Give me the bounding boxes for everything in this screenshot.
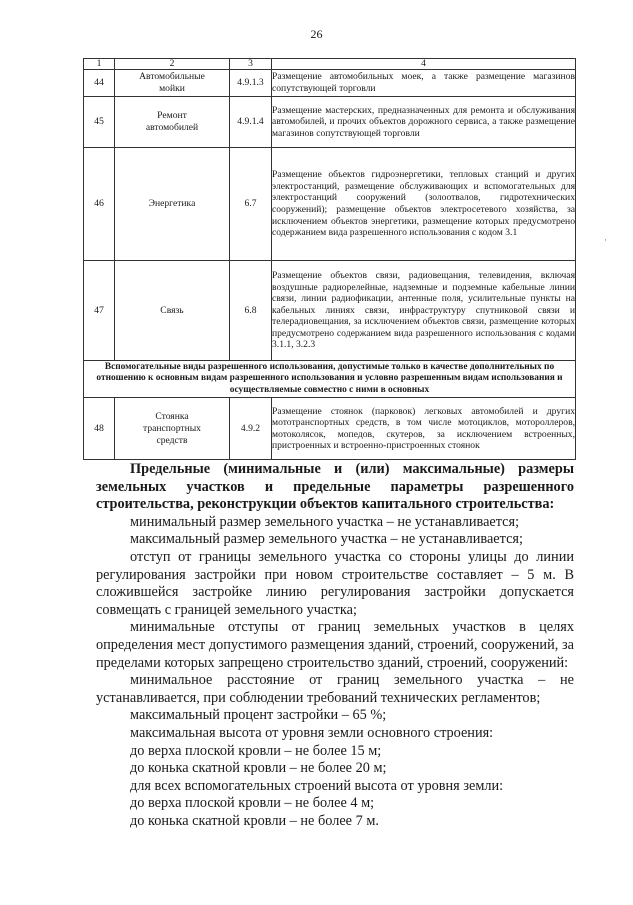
- paragraph: отступ от границы земельного участка со стороны улицы до линии регулирования застройки при новом строительстве составляет – 5 м. В сложившейся застройке линию регулирования застройки допускается совмещать с границей земельного участка;: [96, 548, 574, 618]
- table-row: [84, 398, 576, 460]
- aux-uses-heading: Вспомогательные виды разрешенного использования, допустимые только в качестве дополнительных по отношению к основным видам разрешенного использования и условно разрешенным видам использования и осуществляемые совместно с ними в основных: [84, 361, 576, 398]
- paragraph: минимальный размер земельного участка – не устанавливается;: [130, 513, 520, 530]
- use-code: 4.9.2: [230, 398, 272, 460]
- table-row: [84, 70, 576, 97]
- table-header-row: [84, 59, 576, 70]
- paragraph: до конька скатной кровли – не более 7 м.: [130, 812, 379, 829]
- table-row: [84, 261, 576, 361]
- table-row: [84, 148, 576, 261]
- table-header-cell: 2: [115, 59, 230, 70]
- parameters-section: [96, 461, 574, 830]
- use-name: Связь: [115, 261, 230, 361]
- use-code: 4.9.1.4: [230, 97, 272, 148]
- use-description: Размещение объектов связи, радиовещания, телевидения, включая воздушные радиорелейные, надземные и подземные кабельные линии связи, линии радиофикации, антенные поля, усилительные пункты на кабельных линиях связи, инфраструктуру спутниковой связи и телерадиовещания, за исключением объектов связи, размещение которых предусмотрено содержанием вида разрешенного использования с кодами 3.1.1, 3.2.3: [272, 261, 576, 361]
- paragraph: максимальный размер земельного участка – не устанавливается;: [130, 531, 523, 548]
- table-header-cell: 3: [230, 59, 272, 70]
- table-header-cell: 4: [272, 59, 576, 70]
- paragraph: до конька скатной кровли – не более 20 м;: [130, 760, 387, 777]
- use-description: Размещение стоянок (парковок) легковых автомобилей и других мототранспортных средств, в том числе мотоциклов, мотороллеров, мотоколясок, мопедов, скутеров, за исключением встроенных, пристроенных и встроенно-пристроенных стоянок: [272, 398, 576, 460]
- row-number: 46: [84, 148, 115, 261]
- paragraph: максимальный процент застройки – 65 %;: [130, 707, 387, 724]
- row-number: 48: [84, 398, 115, 460]
- paragraph: минимальное расстояние от границ земельного участка – не устанавливается, при соблюдении требований технических регламентов;: [96, 672, 574, 706]
- table-header-cell: 1: [84, 59, 115, 70]
- use-code: 6.8: [230, 261, 272, 361]
- use-name: Автомобильные мойки: [115, 70, 230, 97]
- paragraph: для всех вспомогательных строений высота от уровня земли:: [130, 777, 504, 794]
- aux-header-row: [84, 361, 576, 398]
- use-code: 6.7: [230, 148, 272, 261]
- row-number: 45: [84, 97, 115, 148]
- paragraph: до верха плоской кровли – не более 15 м;: [130, 742, 382, 759]
- margin-mark: ·: [604, 235, 607, 245]
- use-description: Размещение мастерских, предназначенных для ремонта и обслуживания автомобилей, и прочих объектов дорожного сервиса, а также размещение магазинов сопутствующей торговли: [272, 97, 576, 148]
- use-name: Стоянка транспортных средств: [115, 398, 230, 460]
- paragraph: максимальная высота от уровня земли основного строения:: [130, 724, 494, 741]
- row-number: 44: [84, 70, 115, 97]
- paragraph: минимальные отступы от границ земельных участков в целях определения мест допустимого размещения зданий, строений, сооружений, за пределами которых запрещено строительство зданий, строений, сооружений:: [96, 619, 574, 671]
- land-use-table: [83, 58, 576, 460]
- table-row: [84, 97, 576, 148]
- page-number: 26: [310, 27, 323, 41]
- use-name: Ремонт автомобилей: [115, 97, 230, 148]
- use-name: Энергетика: [115, 148, 230, 261]
- row-number: 47: [84, 261, 115, 361]
- use-description: Размещение объектов гидроэнергетики, тепловых станций и других электростанций, размещение обслуживающих и вспомогательных для электростанций сооружений (золоотвалов, гидротехнических сооружений); размещение объектов электросетевого хозяйства, за исключением объектов энергетики, размещение которых предусмотрено содержанием вида разрешенного использования с кодом 3.1: [272, 148, 576, 261]
- use-code: 4.9.1.3: [230, 70, 272, 97]
- use-description: Размещение автомобильных моек, а также размещение магазинов сопутствующей торговли: [272, 70, 576, 97]
- paragraph: до верха плоской кровли – не более 4 м;: [130, 795, 375, 812]
- section-heading: Предельные (минимальные и (или) максимальные) размеры земельных участков и предельные параметры разрешенного строительства, реконструкции объектов капитального строительства:: [96, 461, 574, 513]
